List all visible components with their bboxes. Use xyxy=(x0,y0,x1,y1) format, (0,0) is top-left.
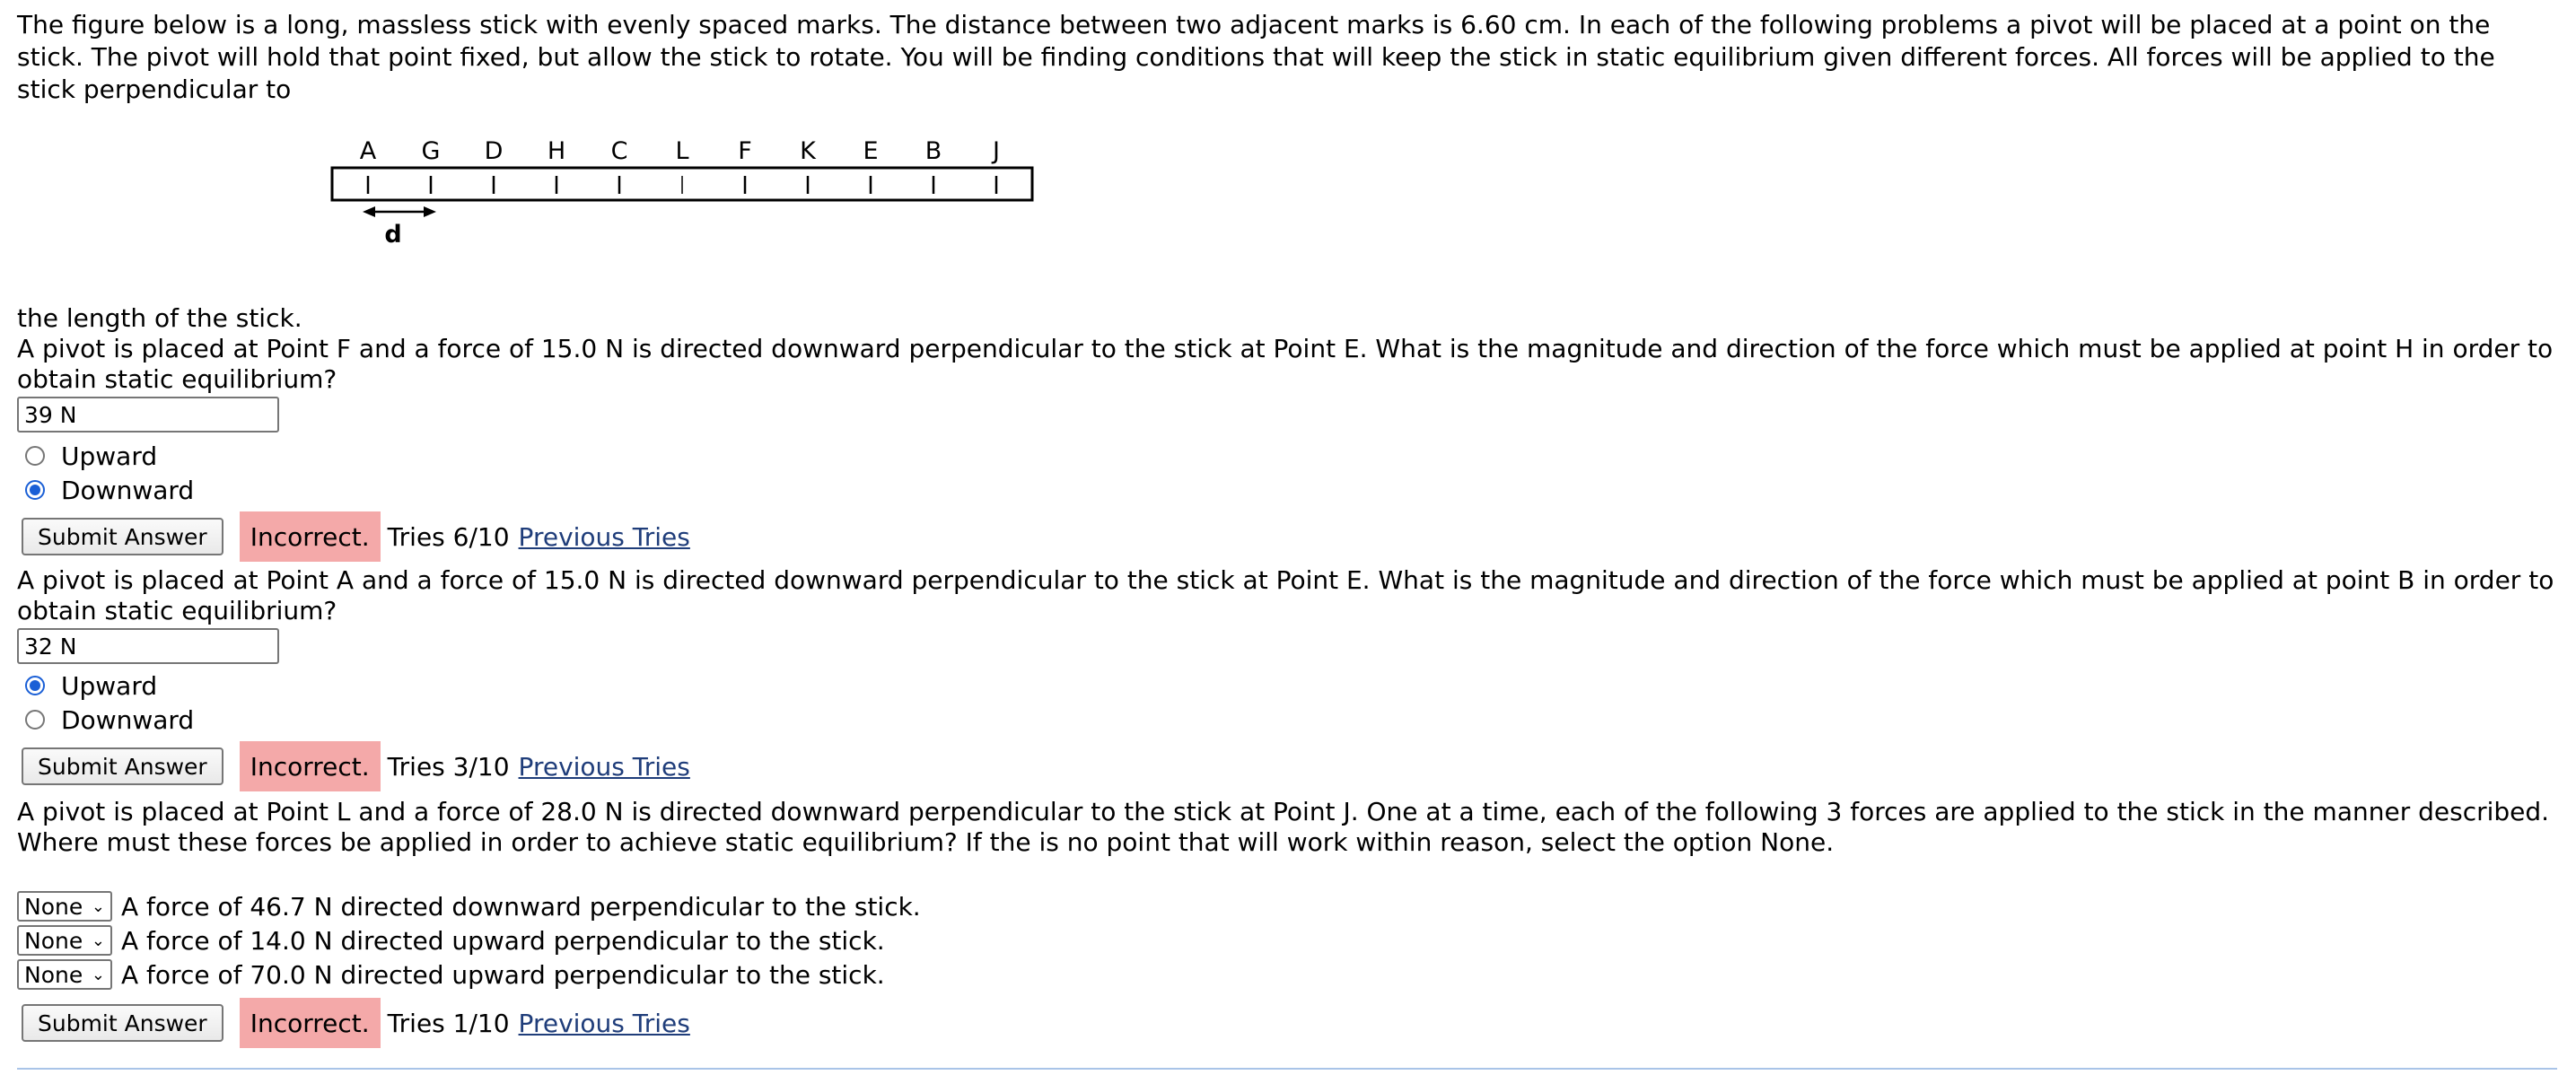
question-3-status-badge: Incorrect. xyxy=(240,998,381,1048)
mark-label-h: H xyxy=(547,137,566,165)
question-2-submit-row xyxy=(22,741,690,791)
spacing-label: d xyxy=(384,221,402,249)
force-description: A force of 46.7 N directed downward perpendicular to the stick. xyxy=(121,891,921,922)
radio-button[interactable] xyxy=(25,446,45,466)
question-1-status-badge: Incorrect. xyxy=(240,511,381,562)
question-2-status-badge: Incorrect. xyxy=(240,741,381,791)
radio-button-selected[interactable] xyxy=(25,676,45,695)
intro-text: The figure below is a long, massless stick with evenly spaced marks. The distance between two adjacent marks is 6.60 cm. In each of the following problems a pivot will be placed at a point on the stick. The pivot will hold that point fixed, but allow the stick to rotate. You will be finding conditions that will keep the stick in static equilibrium given different forces. All forces will be applied to the stick perpendicular to xyxy=(17,10,2495,104)
intro-text-continued: the length of the stick. xyxy=(17,303,302,333)
question-2-submit-button[interactable]: Submit Answer xyxy=(22,747,223,785)
question-1-text: A pivot is placed at Point F and a force of 15.0 N is directed downward perpendicular to the stick at Point E. What is the magnitude and direction of the force which must be applied at point H in order to obtain static equilibrium? xyxy=(17,334,2554,394)
question-3-item-3 xyxy=(17,958,885,991)
question-1-previous-tries-link[interactable]: Previous Tries xyxy=(518,521,690,552)
chevron-down-icon: ⌄ xyxy=(91,896,105,916)
question-3-text: A pivot is placed at Point L and a force of 28.0 N is directed downward perpendicular to the stick at Point J. One at a time, each of the following 3 forces are applied to the stick in the manner described. Where must these forces be applied in order to achieve static equilibrium? If the is no point that will work within reason, select the option None. xyxy=(17,797,2550,857)
chevron-down-icon: ⌄ xyxy=(91,965,105,984)
question-3-submit-button[interactable]: Submit Answer xyxy=(22,1004,223,1042)
question-2-previous-tries-link[interactable]: Previous Tries xyxy=(518,751,690,782)
mark-label-g: G xyxy=(421,137,441,165)
section-divider xyxy=(17,1068,2557,1070)
option-label: Upward xyxy=(61,670,158,701)
question-2-answer-input[interactable] xyxy=(17,628,279,664)
mark-label-b: B xyxy=(924,137,942,165)
question-2-tries: Tries 3/10 xyxy=(387,751,510,782)
mark-label-j: J xyxy=(993,137,1000,165)
mark-label-a: A xyxy=(359,137,377,165)
question-1-submit-row xyxy=(22,511,690,562)
mark-label-k: K xyxy=(800,137,816,165)
question-1-option-downward[interactable] xyxy=(25,474,194,506)
select-value: None xyxy=(24,961,83,988)
mark-label-d: D xyxy=(484,137,504,165)
mark-label-c: C xyxy=(610,137,628,165)
mark-label-l: L xyxy=(675,137,689,165)
question-3-select-3[interactable] xyxy=(17,959,112,990)
option-label: Upward xyxy=(61,441,158,471)
question-3-item-1 xyxy=(17,890,921,922)
question-3-tries: Tries 1/10 xyxy=(387,1008,510,1038)
force-description: A force of 14.0 N directed upward perpendicular to the stick. xyxy=(121,925,885,956)
question-3-item-2 xyxy=(17,924,885,957)
select-value: None xyxy=(24,927,83,954)
question-3-submit-row xyxy=(22,998,690,1048)
option-label: Downward xyxy=(61,704,195,735)
question-1-answer-input[interactable] xyxy=(17,397,279,433)
radio-button-selected[interactable] xyxy=(25,480,45,500)
mark-label-e: E xyxy=(863,137,879,165)
question-2-text: A pivot is placed at Point A and a force of 15.0 N is directed downward perpendicular to the stick at Point E. What is the magnitude and direction of the force which must be applied at point B in order to obtain static equilibrium? xyxy=(17,565,2554,625)
radio-button[interactable] xyxy=(25,710,45,730)
question-3-select-2[interactable] xyxy=(17,925,112,956)
force-description: A force of 70.0 N directed upward perpendicular to the stick. xyxy=(121,959,885,990)
question-1-submit-button[interactable]: Submit Answer xyxy=(22,518,223,555)
question-2-option-upward[interactable] xyxy=(25,669,157,702)
mark-label-f: F xyxy=(738,137,752,165)
spacing-arrow xyxy=(363,206,436,217)
option-label: Downward xyxy=(61,475,195,505)
question-1-tries: Tries 6/10 xyxy=(387,521,510,552)
select-value: None xyxy=(24,893,83,920)
question-3-select-1[interactable] xyxy=(17,891,112,922)
question-3-previous-tries-link[interactable]: Previous Tries xyxy=(518,1008,690,1038)
chevron-down-icon: ⌄ xyxy=(91,931,105,950)
question-1-option-upward[interactable] xyxy=(25,440,157,472)
question-2-option-downward[interactable] xyxy=(25,704,194,736)
stick-figure xyxy=(323,126,1041,251)
